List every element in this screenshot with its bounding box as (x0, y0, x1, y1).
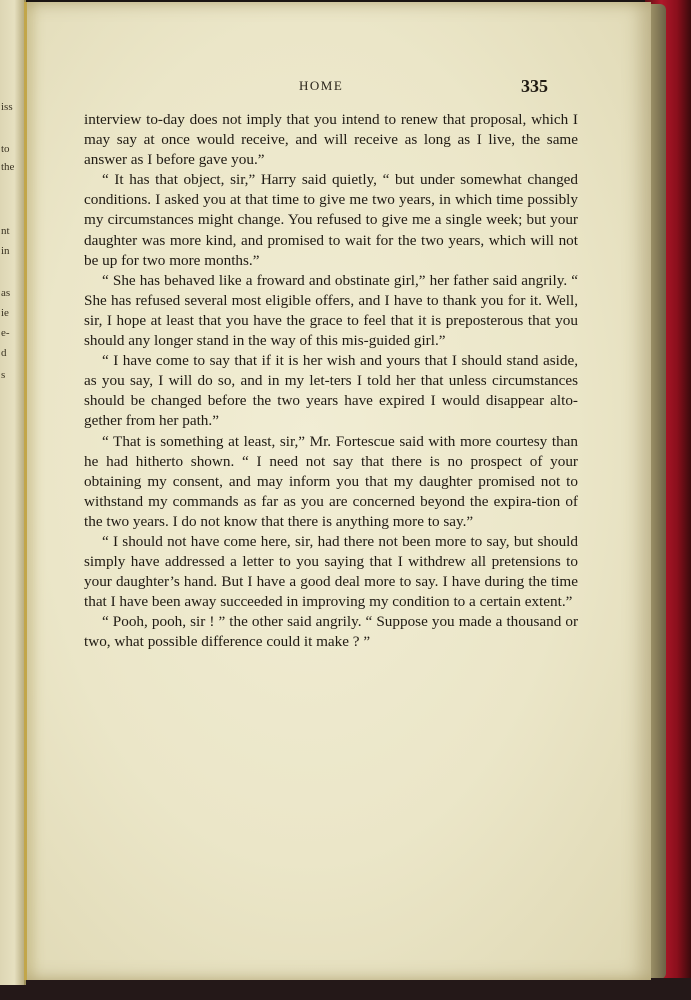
prev-page-fragment: s (1, 369, 6, 381)
paragraph: “ It has that object, sir,” Harry said quietly, “ but under somewhat changed conditions. I asked you at that time to give me two years, in which time possibly my circumstances might change. You refused to give me a single week; but your daughter was more kind, and promised to wait for the two years, which will not be up for two more months.” (84, 171, 578, 269)
prev-page-fragment: nt (1, 225, 10, 237)
prev-page-fragment: e- (1, 327, 10, 339)
prev-page-fragment: as (1, 287, 11, 299)
book-bottom-edge (0, 978, 691, 1000)
paragraph: “ She has behaved like a froward and obstinate girl,” her father said angrily. “ She has refused several most eligible offers, and I have to thank you for it. Well, sir, I hope at least that you have the grace to feel that it is preposterous that you should any longer stand in the way of this mis-guided girl.” (84, 271, 578, 350)
paragraph: “ I should not have come here, sir, had there not been more to say, but should simply have addressed a letter to you saying that I withdrew all pretensions to your daughter’s hand. But I have a good deal more to say. I have during the time that I have been away succeeded in improving my condition to a certain extent.” (84, 532, 578, 611)
paragraph: “ That is something at least, sir,” Mr. Fortescue said with more courtesy than he had hitherto shown. “ I need not say that there is no prospect of your obtaining my consent, and may inform you that my daughter promised not to withstand my commands as far as you are concerned beyond the expira-tion of the two years. I do not know that there is anything more to say.” (84, 432, 578, 530)
prev-page-fragment: ie (1, 307, 9, 319)
paragraph: “ I have come to say that if it is her wish and yours that I should stand aside, as you say, I will do so, and in my let-ters I told her that unless circumstances should be changed before the two years have expired I would disappear alto-gether from her path.” (84, 352, 578, 430)
prev-page-fragment: d (1, 347, 7, 359)
prev-page-fragment: the (1, 161, 15, 173)
page-body (84, 110, 578, 653)
prev-page-fragment: in (1, 245, 10, 257)
previous-page-sliver (0, 0, 26, 985)
prev-page-fragment: to (1, 143, 10, 155)
book-page (24, 2, 651, 980)
prev-page-fragment: iss (1, 101, 13, 113)
page-number: 335 (521, 76, 548, 96)
paragraph: “ Pooh, pooh, sir ! ” the other said angrily. “ Suppose you made a thousand or two, what possible difference could it make ? ” (84, 613, 578, 651)
paragraph: interview to-day does not imply that you intend to renew that proposal, which I may say at once would receive, and will receive as long as I live, the same answer as I before gave you.” (84, 111, 578, 169)
running-head: HOME (299, 78, 344, 93)
